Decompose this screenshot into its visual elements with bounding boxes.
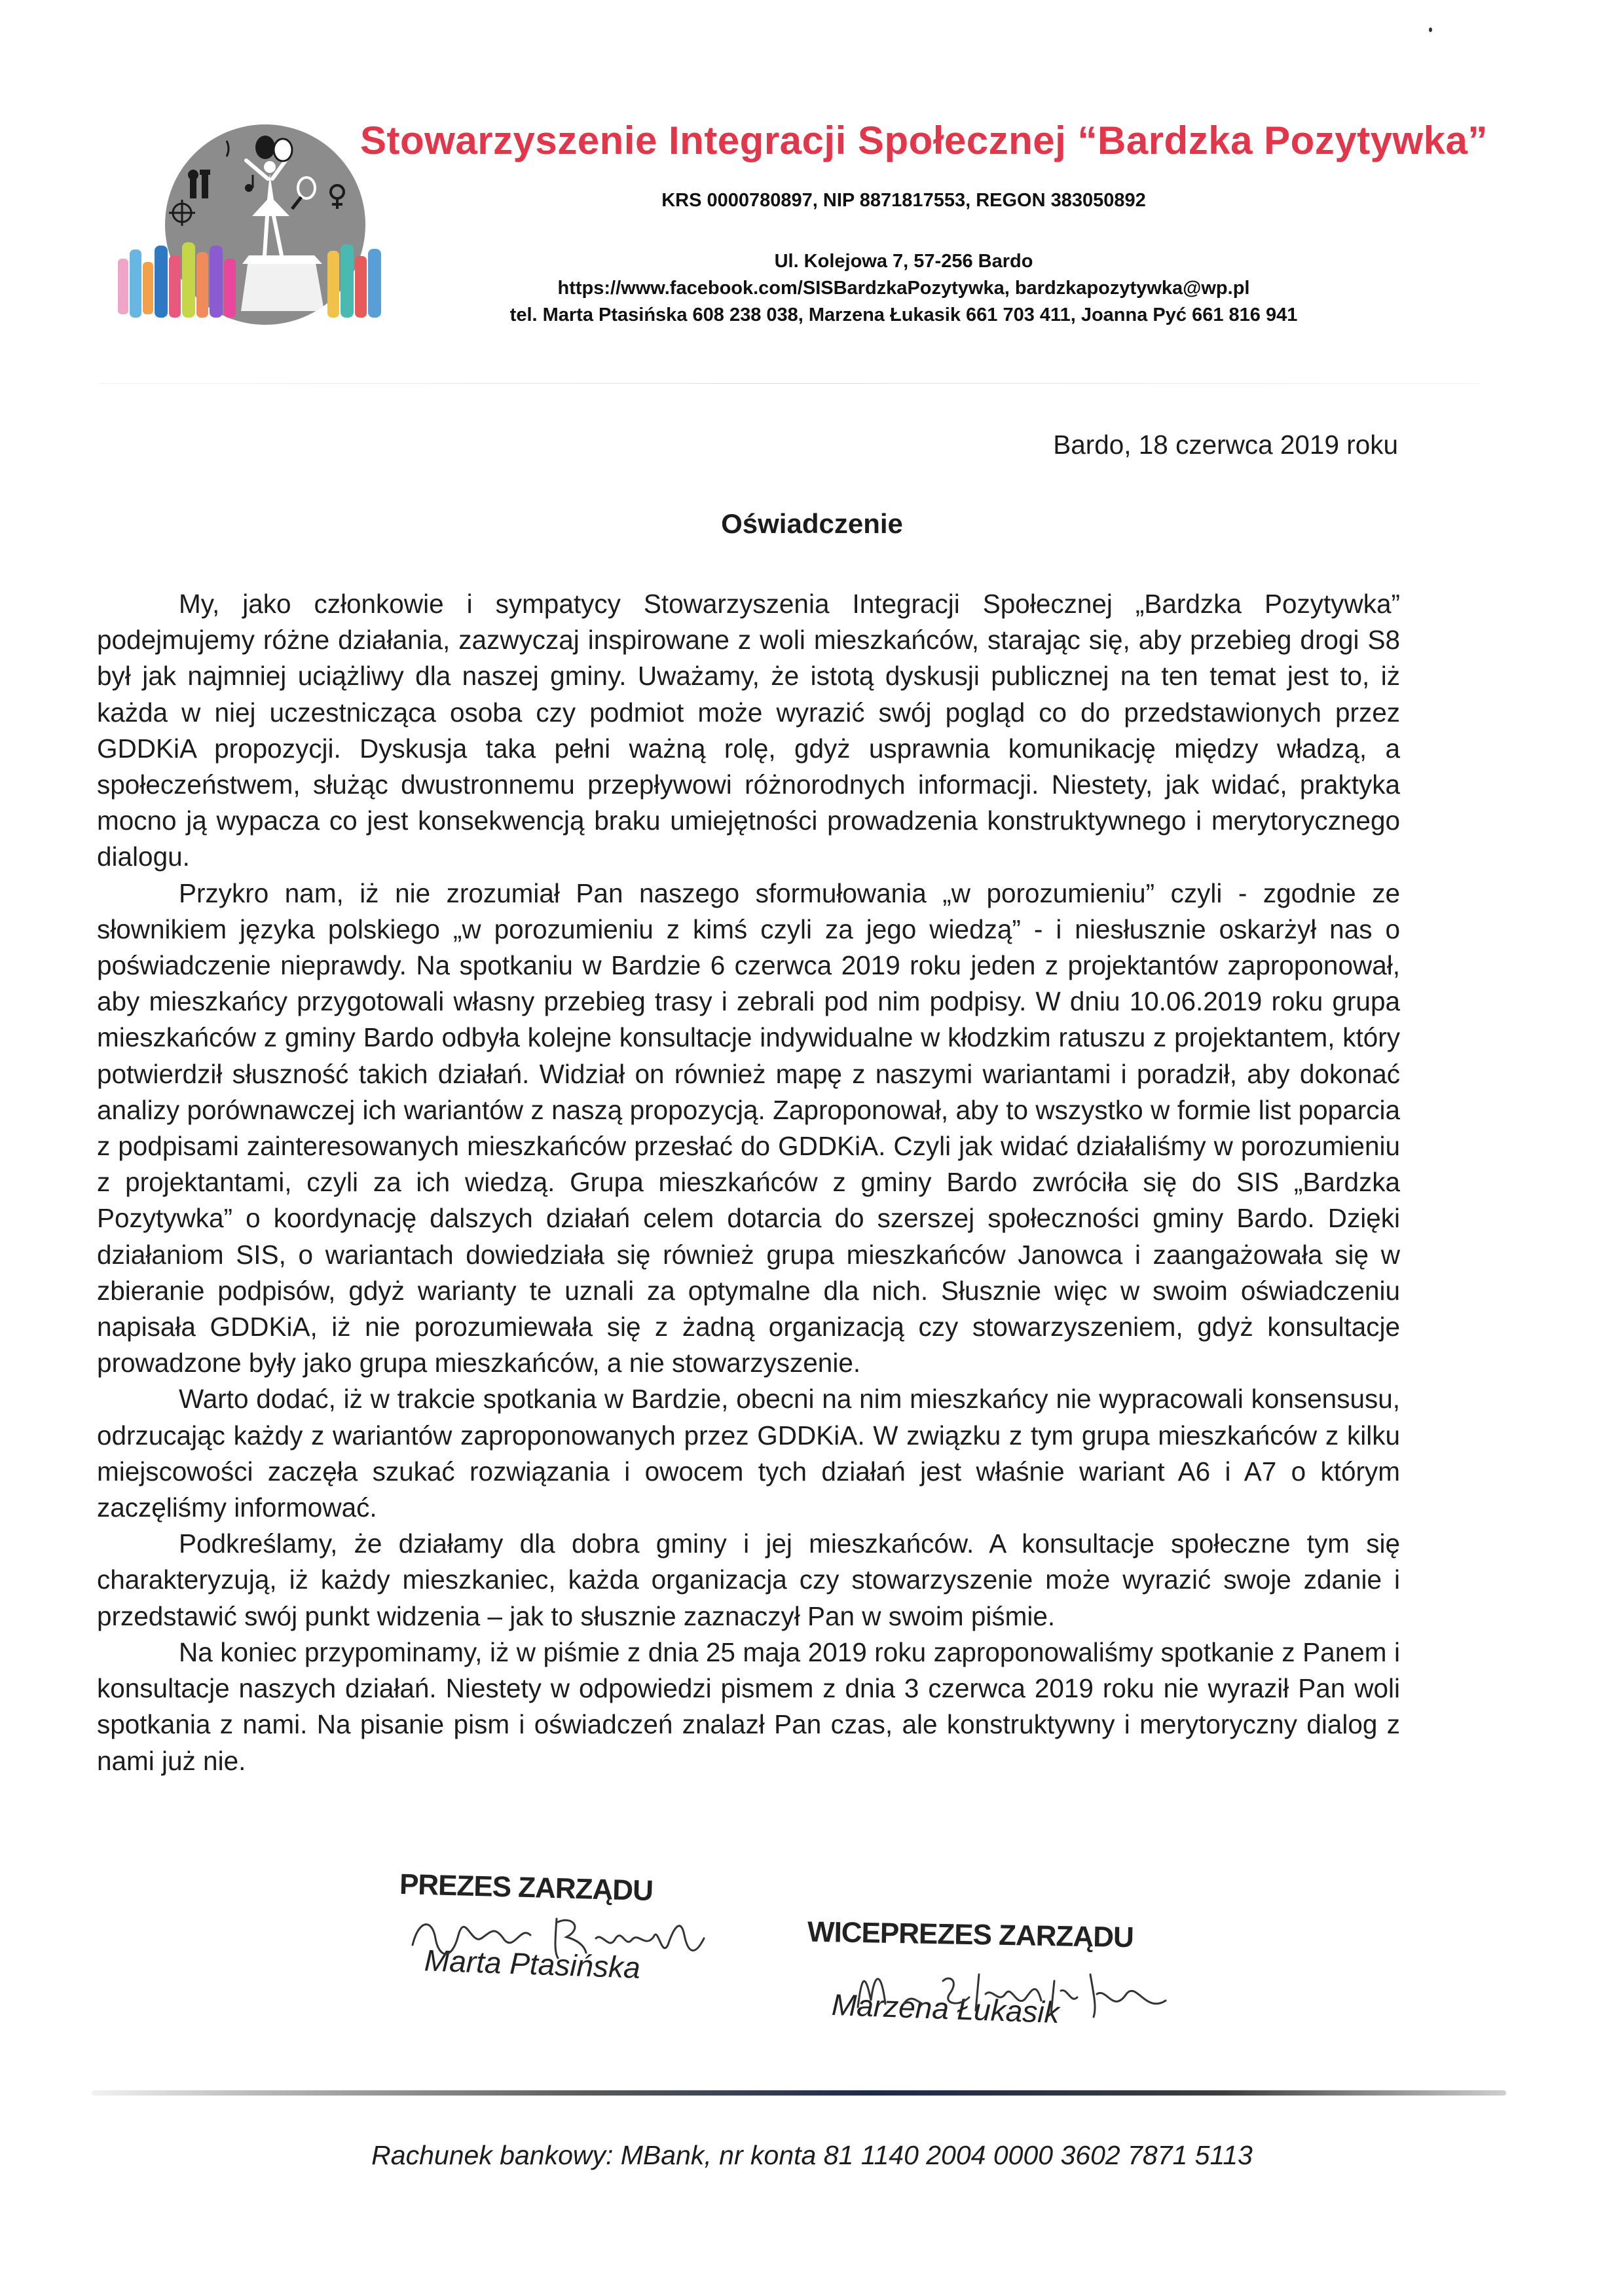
organization-logo	[118, 121, 386, 337]
address-line: Ul. Kolejowa 7, 57-256 Bardo	[774, 251, 1033, 272]
phone-line: tel. Marta Ptasińska 608 238 038, Marzena Łukasik 661 703 411, Joanna Pyć 661 816 941	[509, 305, 1298, 325]
paragraph: Warto dodać, iż w trakcie spotkania w Bardzie, obecni na nim mieszkańcy nie wypracowali konsensusu, odrzucając każdy z wariantów zaproponowanych przez GDDKiA. W związku z tym grupa mieszkańców z kilku miejscowości zaczęła szukać rozwiązania i owocem tych działań jest właśnie wariant A6 i A7 o którym zaczęliśmy informować.	[97, 1384, 1400, 1523]
web-email-line: https://www.facebook.com/SISBardzkaPozytywka, bardzkapozytywka@wp.pl	[557, 278, 1250, 299]
scan-speck	[1429, 28, 1432, 32]
paragraph: My, jako członkowie i sympatycy Stowarzyszenia Integracji Społecznej „Bardzka Pozytywka” podejmujemy różne działania, zazwyczaj inspirowane z woli mieszkańców, starając się, aby przebieg drogi S8 był jak najmniej uciążliwy dla naszej gminy. Uważamy, że istotą dyskusji publicznej na ten temat jest to, iż każda w niej uczestnicząca osoba czy podmiot może wyrazić swój pogląd co do przedstawionych przez GDDKiA propozycji. Dyskusja taka pełni ważną rolę, gdyż usprawnia komunikację między władzą, a społeczeństwem, służąc dwustronnemu przepływowi różnorodnych informacji. Niestety, jak widać, praktyka mocno ją wypacza co jest konsekwencją braku umiejętności prowadzenia konstruktywnego i merytorycznego dialogu.	[97, 589, 1400, 872]
registry-numbers: KRS 0000780897, NIP 8871817553, REGON 383050892	[661, 190, 1146, 211]
vice-president-stamp-name: Marzena Łukasik	[831, 1987, 1060, 2030]
president-stamp-name: Marta Ptasińska	[424, 1943, 641, 1985]
organization-name: Stowarzyszenie Integracji Społecznej “Bardzka Pozytywka”	[360, 119, 1488, 162]
president-stamp-title: PREZES ZARZĄDU	[399, 1868, 654, 1908]
vice-president-stamp-title: WICEPREZES ZARZĄDU	[807, 1915, 1134, 1954]
paragraph: Na koniec przypominamy, iż w piśmie z dnia 25 maja 2019 roku zaproponowaliśmy spotkanie z Panem i konsultacje naszych działań. Niestety w odpowiedzi pismem z dnia 3 czerwca 2019 roku nie wyraził Pan woli spotkania z nami. Na pisanie pism i oświadczeń znalazł Pan czas, ale konstruktywny i merytoryczny dialog z nami już nie.	[97, 1636, 1400, 1776]
logo-circle-ballerina-people-icon	[118, 121, 386, 337]
handwritten-signature-icon	[406, 1899, 720, 1971]
paragraph: Podkreślamy, że działamy dla dobra gminy i jej mieszkańców. A konsultacje społeczne tym się charakteryzują, iż każdy mieszkaniec, każda organizacja czy stowarzyszenie może wyrazić swoje zdanie i przedstawić swój punkt widzenia – jak to słusznie zaznaczył Pan w swoim piśmie.	[97, 1528, 1400, 1631]
letter-title: Oświadczenie	[721, 508, 903, 539]
letter-date: Bardo, 18 czerwca 2019 roku	[1053, 430, 1398, 460]
header-divider	[98, 383, 1480, 384]
footer-divider	[92, 2090, 1506, 2096]
paragraph: Przykro nam, iż nie zrozumiał Pan naszego sformułowania „w porozumieniu” czyli - zgodnie ze słownikiem języka polskiego „w porozumieniu z kimś czyli za jego wiedzą” - i niesłusznie oskarżył nas o poświadczenie nieprawdy. Na spotkaniu w Bardzie 6 czerwca 2019 roku jeden z projektantów zaproponował, aby mieszkańcy przygotowali własny przebieg trasy i zebrali pod nim podpisy. W dniu 10.06.2019 roku grupa mieszkańców z gminy Bardo odbyła kolejne konsultacje indywidualne w kłodzkim ratuszu z projektantem, który potwierdził słuszność takich działań. Widział on również mapę z naszymi wariantami i poradził, aby dokonać analizy porównawczej ich wariantów z naszą propozycją. Zaproponował, aby to wszystko w formie list poparcia z podpisami zainteresowanych mieszkańców przesłać do GDDKiA. Czyli jak widać działaliśmy w porozumieniu z projektantami, czyli za ich wiedzą. Grupa mieszkańców z gminy Bardo zwróciła się do SIS „Bardzka Pozytywka” o koordynację dalszych działań celem dotarcia do szerszej społeczności gminy Bardo. Dzięki działaniom SIS, o wariantach dowiedziała się również grupa mieszkańców Janowca i zaangażowała się w zbieranie podpisów, gdyż warianty te uznali za optymalne dla nich. Słusznie więc w swoim oświadczeniu napisała GDDKiA, iż nie porozumiewała się z żadną organizacją czy stowarzyszeniem, gdyż konsultacje prowadzone były jako grupa mieszkańców, a nie stowarzyszenie.	[97, 878, 1400, 1378]
bank-account: Rachunek bankowy: MBank, nr konta 81 1140 2004 0000 3602 7871 5113	[371, 2140, 1253, 2170]
letter-body	[97, 586, 1400, 1779]
handwritten-signature-icon	[845, 1955, 1172, 2033]
